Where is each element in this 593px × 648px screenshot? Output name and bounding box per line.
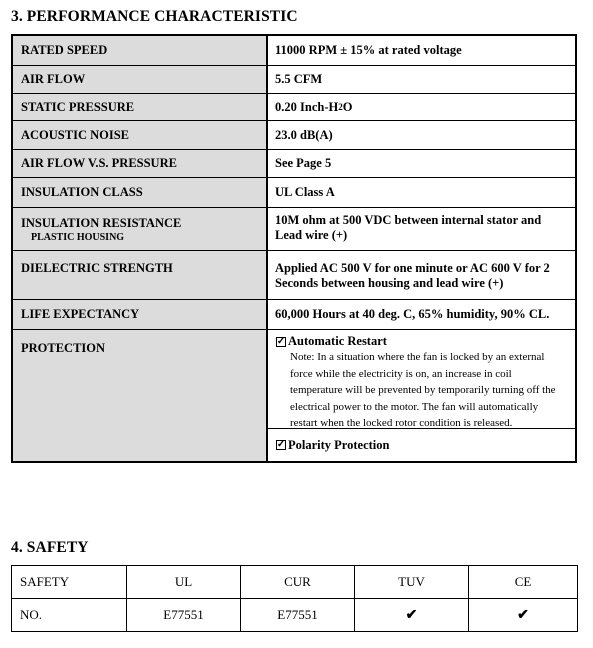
row-value: 23.0 dB(A) xyxy=(266,121,575,149)
row-value-line: Applied AC 500 V for one minute or AC 600 V for 2 xyxy=(275,261,550,275)
polarity-block xyxy=(268,428,575,461)
table-row xyxy=(13,93,575,120)
auto-restart-block xyxy=(268,330,575,428)
table-row xyxy=(13,207,575,250)
note-line: temperature will be prevented by temporarily turning off the xyxy=(290,384,556,397)
row-value-line: 10M ohm at 500 VDC between internal stator and xyxy=(275,213,542,227)
note-line: force while the electricity is on, an increase in coil xyxy=(290,367,512,380)
table-row xyxy=(13,36,575,65)
row-value xyxy=(266,251,575,299)
note-line: Note: In a situation where the fan is locked by an external xyxy=(290,351,545,363)
table-row xyxy=(13,149,575,177)
row-value-line: Seconds between housing and lead wire (+) xyxy=(275,276,504,290)
table-row xyxy=(13,299,575,329)
row-value xyxy=(266,208,575,250)
protection-row xyxy=(13,329,575,461)
performance-table xyxy=(11,34,577,463)
row-value: See Page 5 xyxy=(266,150,575,177)
row-label: STATIC PRESSURE xyxy=(13,94,266,120)
value-subscript: 2 xyxy=(338,102,343,112)
header-cell: TUV xyxy=(355,566,469,599)
header-cell: CUR xyxy=(241,566,355,599)
row-label: ACOUSTIC NOISE xyxy=(13,121,266,149)
table-row xyxy=(13,250,575,299)
auto-restart-label: Automatic Restart xyxy=(288,334,387,348)
performance-section-title: 3. PERFORMANCE CHARACTERISTIC xyxy=(11,8,298,25)
row-label: AIR FLOW xyxy=(13,66,266,93)
row-value xyxy=(266,94,575,120)
row-label: RATED SPEED xyxy=(13,36,266,65)
table-row xyxy=(13,65,575,93)
row-label: DIELECTRIC STRENGTH xyxy=(13,251,266,299)
row-label xyxy=(13,208,266,250)
row-label: AIR FLOW V.S. PRESSURE xyxy=(13,150,266,177)
table-row xyxy=(12,599,578,632)
value-prefix: 0.20 Inch-H xyxy=(275,99,339,114)
row-label: INSULATION CLASS xyxy=(13,178,266,207)
check-mark-icon: ✔ xyxy=(355,599,469,632)
protection-note xyxy=(276,349,575,432)
row-label: PROTECTION xyxy=(13,330,266,461)
value-suffix: O xyxy=(342,99,353,114)
table-row xyxy=(13,177,575,207)
row-label: LIFE EXPECTANCY xyxy=(13,300,266,329)
safety-section-title: 4. SAFETY xyxy=(11,539,89,556)
safety-table xyxy=(11,565,578,632)
header-cell: UL xyxy=(127,566,241,599)
header-cell: CE xyxy=(469,566,578,599)
header-cell: SAFETY xyxy=(12,566,127,599)
row-value: UL Class A xyxy=(266,178,575,207)
note-line: electrical power to the motor. The fan will automatically xyxy=(290,400,539,413)
note-line: restart when the locked rotor condition is released. xyxy=(290,417,513,430)
table-cell: NO. xyxy=(12,599,127,632)
row-label-main: INSULATION RESISTANCE xyxy=(21,216,182,230)
check-mark-icon: ✔ xyxy=(469,599,578,632)
table-row xyxy=(13,120,575,149)
row-value: 60,000 Hours at 40 deg. C, 65% humidity, 90% CL. xyxy=(266,300,575,329)
table-cell: E77551 xyxy=(241,599,355,632)
row-value-line: Lead wire (+) xyxy=(275,228,348,242)
row-value: 11000 RPM ± 15% at rated voltage xyxy=(266,36,575,65)
row-sublabel: PLASTIC HOUSING xyxy=(31,232,125,243)
table-cell: E77551 xyxy=(127,599,241,632)
checkbox-checked-icon: ✓ xyxy=(276,335,286,347)
polarity-label: Polarity Protection xyxy=(288,437,390,452)
table-header-row xyxy=(12,566,578,599)
protection-value xyxy=(266,330,575,461)
row-value: 5.5 CFM xyxy=(266,66,575,93)
checkbox-checked-icon: ✓ xyxy=(276,439,286,450)
